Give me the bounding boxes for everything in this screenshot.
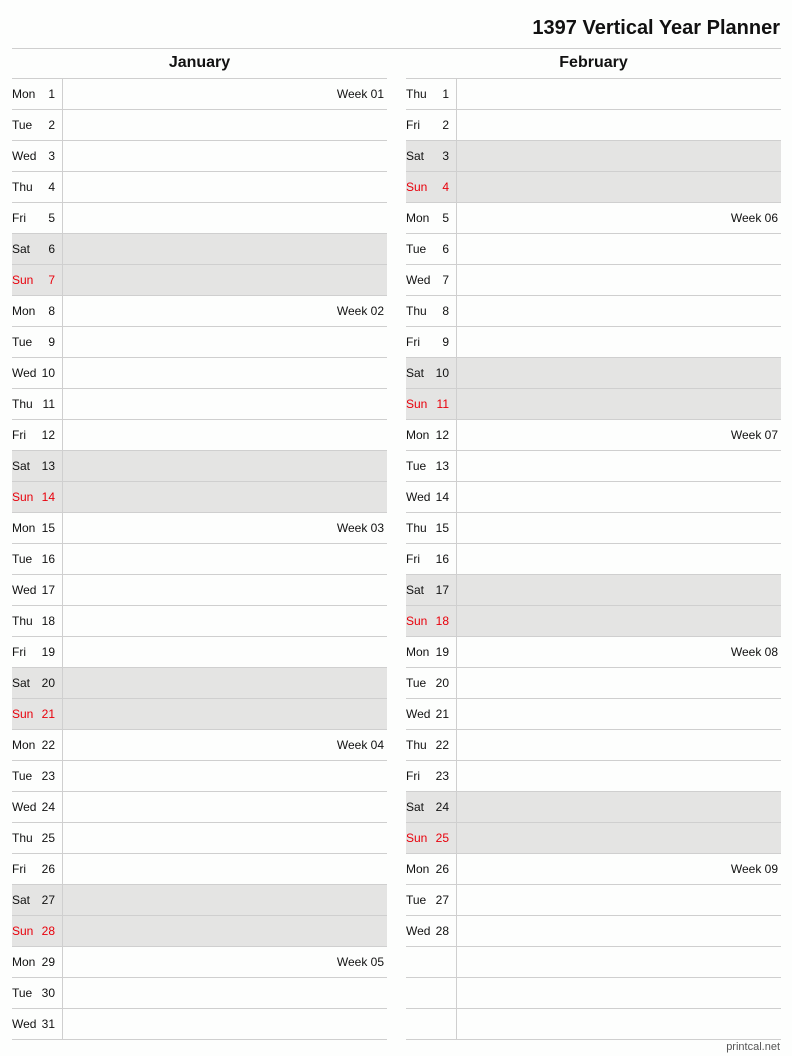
date-cell [406,420,457,450]
date-cell [406,1009,457,1039]
day-row[interactable] [406,1009,781,1040]
day-of-week: Thu [12,614,33,628]
date-cell [406,451,457,481]
day-of-week: Mon [406,428,430,442]
day-number: 10 [41,366,55,380]
footer-credit: printcal.net [726,1041,780,1053]
day-number: 9 [48,335,55,349]
day-of-week: Sat [12,242,31,256]
date-cell [12,1009,63,1039]
day-number: 28 [435,924,449,938]
date-cell [406,327,457,357]
day-row[interactable] [406,482,781,513]
day-number: 23 [435,769,449,783]
date-cell [406,885,457,915]
day-of-week: Mon [12,304,36,318]
day-row[interactable] [12,296,387,327]
date-cell [406,79,457,109]
day-row[interactable] [12,358,387,389]
day-of-week: Thu [406,738,427,752]
date-cell [12,575,63,605]
day-of-week: Thu [12,397,33,411]
week-label: Week 03 [336,521,384,535]
day-number: 17 [435,583,449,597]
day-of-week: Wed [406,707,431,721]
date-cell [406,358,457,388]
week-label: Week 06 [730,211,778,225]
day-number: 4 [48,180,55,194]
day-of-week: Tue [406,242,427,256]
day-row[interactable] [406,854,781,885]
day-number: 9 [442,335,449,349]
day-row[interactable] [12,482,387,513]
day-number: 10 [435,366,449,380]
date-cell [12,482,63,512]
day-of-week: Sat [12,676,31,690]
day-number: 8 [48,304,55,318]
day-number: 19 [435,645,449,659]
day-of-week: Sun [406,180,428,194]
date-cell [12,823,63,853]
day-of-week: Fri [406,552,420,566]
day-number: 2 [48,118,55,132]
date-cell [12,327,63,357]
day-number: 25 [435,831,449,845]
day-row[interactable] [406,420,781,451]
date-cell [12,513,63,543]
day-number: 20 [41,676,55,690]
day-of-week: Tue [406,459,427,473]
day-number: 26 [41,862,55,876]
day-of-week: Fri [406,118,420,132]
date-cell [12,420,63,450]
day-of-week: Sun [12,490,34,504]
day-number: 21 [41,707,55,721]
day-row[interactable] [12,637,387,668]
day-number: 5 [442,211,449,225]
day-number: 14 [435,490,449,504]
date-cell [12,699,63,729]
date-cell [406,110,457,140]
day-row[interactable] [12,699,387,730]
day-row[interactable] [12,792,387,823]
date-cell [12,854,63,884]
day-of-week: Wed [12,149,37,163]
day-number: 3 [48,149,55,163]
day-number: 24 [41,800,55,814]
date-cell [406,947,457,977]
day-row[interactable] [406,513,781,544]
day-row[interactable] [406,110,781,141]
day-number: 15 [41,521,55,535]
date-cell [12,761,63,791]
day-number: 21 [435,707,449,721]
day-row[interactable] [406,668,781,699]
day-row[interactable] [12,265,387,296]
day-of-week: Sat [406,149,425,163]
day-number: 1 [48,87,55,101]
day-number: 18 [435,614,449,628]
day-number: 3 [442,149,449,163]
day-row[interactable] [406,575,781,606]
day-of-week: Thu [406,521,427,535]
date-cell [406,234,457,264]
month-header: January [12,48,387,79]
date-cell [406,172,457,202]
day-row[interactable] [12,544,387,575]
day-list [12,79,387,1040]
day-row[interactable] [406,699,781,730]
day-number: 24 [435,800,449,814]
day-row[interactable] [406,885,781,916]
day-number: 1 [442,87,449,101]
day-row[interactable] [406,172,781,203]
day-of-week: Mon [406,645,430,659]
date-cell [406,854,457,884]
date-cell [406,265,457,295]
date-cell [406,761,457,791]
day-number: 11 [436,397,449,411]
day-row[interactable] [12,1009,387,1040]
day-of-week: Mon [12,521,36,535]
day-of-week: Wed [406,490,431,504]
day-of-week: Sat [406,583,425,597]
day-row[interactable] [406,141,781,172]
date-cell [406,730,457,760]
day-of-week: Sun [406,831,428,845]
day-of-week: Tue [12,769,33,783]
day-of-week: Mon [12,87,36,101]
day-of-week: Tue [12,335,33,349]
day-of-week: Tue [406,676,427,690]
date-cell [12,141,63,171]
day-number: 8 [442,304,449,318]
day-number: 11 [42,397,55,411]
day-of-week: Wed [12,800,37,814]
day-row[interactable] [12,451,387,482]
day-of-week: Mon [12,738,36,752]
day-of-week: Mon [406,862,430,876]
day-number: 2 [442,118,449,132]
date-cell [12,668,63,698]
day-of-week: Mon [406,211,430,225]
day-of-week: Fri [12,211,26,225]
day-row[interactable] [12,420,387,451]
date-cell [12,110,63,140]
day-of-week: Sun [12,273,34,287]
date-cell [406,699,457,729]
day-of-week: Fri [406,335,420,349]
day-row[interactable] [12,668,387,699]
day-number: 15 [435,521,449,535]
day-number: 6 [442,242,449,256]
day-of-week: Fri [12,862,26,876]
day-number: 28 [41,924,55,938]
day-row[interactable] [406,978,781,1009]
month-february [406,48,781,1040]
day-of-week: Thu [406,304,427,318]
date-cell [406,575,457,605]
day-row[interactable] [12,885,387,916]
week-label: Week 09 [730,862,778,876]
day-number: 31 [41,1017,55,1031]
date-cell [12,172,63,202]
day-number: 18 [41,614,55,628]
day-row[interactable] [12,916,387,947]
date-cell [12,296,63,326]
day-number: 13 [41,459,55,473]
day-row[interactable] [12,389,387,420]
day-row[interactable] [12,234,387,265]
day-of-week: Thu [406,87,427,101]
day-number: 12 [41,428,55,442]
day-row[interactable] [406,358,781,389]
day-of-week: Wed [12,1017,37,1031]
week-label: Week 07 [730,428,778,442]
day-of-week: Tue [12,986,33,1000]
day-row[interactable] [406,637,781,668]
day-row[interactable] [406,451,781,482]
week-label: Week 08 [730,645,778,659]
day-of-week: Sun [406,397,428,411]
day-row[interactable] [12,854,387,885]
day-row[interactable] [12,172,387,203]
date-cell [406,823,457,853]
day-of-week: Tue [12,552,33,566]
day-number: 19 [41,645,55,659]
day-of-week: Sun [12,924,34,938]
date-cell [12,544,63,574]
date-cell [406,296,457,326]
day-number: 14 [41,490,55,504]
week-label: Week 01 [336,87,384,101]
date-cell [12,265,63,295]
day-list [406,79,781,1040]
page-title: 1397 Vertical Year Planner [532,17,780,39]
day-of-week: Sat [12,893,31,907]
day-of-week: Sat [406,800,425,814]
day-of-week: Tue [12,118,33,132]
day-row[interactable] [12,606,387,637]
day-number: 22 [435,738,449,752]
date-cell [12,606,63,636]
day-of-week: Wed [12,583,37,597]
date-cell [406,792,457,822]
day-number: 23 [41,769,55,783]
day-number: 16 [435,552,449,566]
day-row[interactable] [12,947,387,978]
day-row[interactable] [406,234,781,265]
day-of-week: Sat [406,366,425,380]
day-of-week: Fri [406,769,420,783]
date-cell [406,482,457,512]
day-of-week: Thu [12,831,33,845]
day-of-week: Wed [406,924,431,938]
day-number: 17 [41,583,55,597]
date-cell [406,513,457,543]
date-cell [12,637,63,667]
day-number: 30 [41,986,55,1000]
day-row[interactable] [406,916,781,947]
date-cell [12,451,63,481]
day-number: 13 [435,459,449,473]
day-row[interactable] [12,327,387,358]
day-row[interactable] [406,389,781,420]
day-number: 16 [41,552,55,566]
date-cell [12,916,63,946]
date-cell [12,203,63,233]
date-cell [12,730,63,760]
date-cell [12,885,63,915]
date-cell [12,978,63,1008]
day-of-week: Fri [12,645,26,659]
day-of-week: Sat [12,459,31,473]
day-number: 7 [48,273,55,287]
day-row[interactable] [12,110,387,141]
date-cell [406,637,457,667]
day-number: 5 [48,211,55,225]
date-cell [12,389,63,419]
day-row[interactable] [12,513,387,544]
day-number: 22 [41,738,55,752]
day-row[interactable] [406,792,781,823]
day-row[interactable] [406,79,781,110]
day-of-week: Sun [406,614,428,628]
day-number: 27 [41,893,55,907]
date-cell [406,141,457,171]
day-number: 7 [442,273,449,287]
day-row[interactable] [12,978,387,1009]
day-row[interactable] [406,606,781,637]
date-cell [12,234,63,264]
day-of-week: Sun [12,707,34,721]
month-header: February [406,48,781,79]
week-label: Week 02 [336,304,384,318]
day-row[interactable] [406,327,781,358]
day-number: 4 [442,180,449,194]
day-row[interactable] [12,730,387,761]
day-row[interactable] [406,265,781,296]
day-number: 12 [435,428,449,442]
day-number: 6 [48,242,55,256]
date-cell [406,606,457,636]
day-of-week: Wed [406,273,431,287]
date-cell [12,947,63,977]
day-row[interactable] [406,947,781,978]
day-number: 25 [41,831,55,845]
day-number: 27 [435,893,449,907]
date-cell [406,916,457,946]
day-of-week: Mon [12,955,36,969]
day-row[interactable] [12,761,387,792]
week-label: Week 04 [336,738,384,752]
date-cell [12,79,63,109]
date-cell [406,668,457,698]
day-row[interactable] [406,761,781,792]
day-of-week: Tue [406,893,427,907]
date-cell [12,792,63,822]
day-row[interactable] [406,296,781,327]
day-of-week: Fri [12,428,26,442]
day-row[interactable] [12,823,387,854]
day-number: 20 [435,676,449,690]
date-cell [406,544,457,574]
date-cell [406,203,457,233]
day-row[interactable] [406,203,781,234]
day-row[interactable] [12,79,387,110]
day-row[interactable] [406,730,781,761]
day-row[interactable] [12,203,387,234]
day-row[interactable] [12,141,387,172]
date-cell [406,389,457,419]
day-number: 26 [435,862,449,876]
date-cell [12,358,63,388]
day-number: 29 [41,955,55,969]
day-row[interactable] [406,544,781,575]
day-row[interactable] [406,823,781,854]
day-row[interactable] [12,575,387,606]
week-label: Week 05 [336,955,384,969]
day-of-week: Thu [12,180,33,194]
date-cell [406,978,457,1008]
month-january [12,48,387,1040]
day-of-week: Wed [12,366,37,380]
